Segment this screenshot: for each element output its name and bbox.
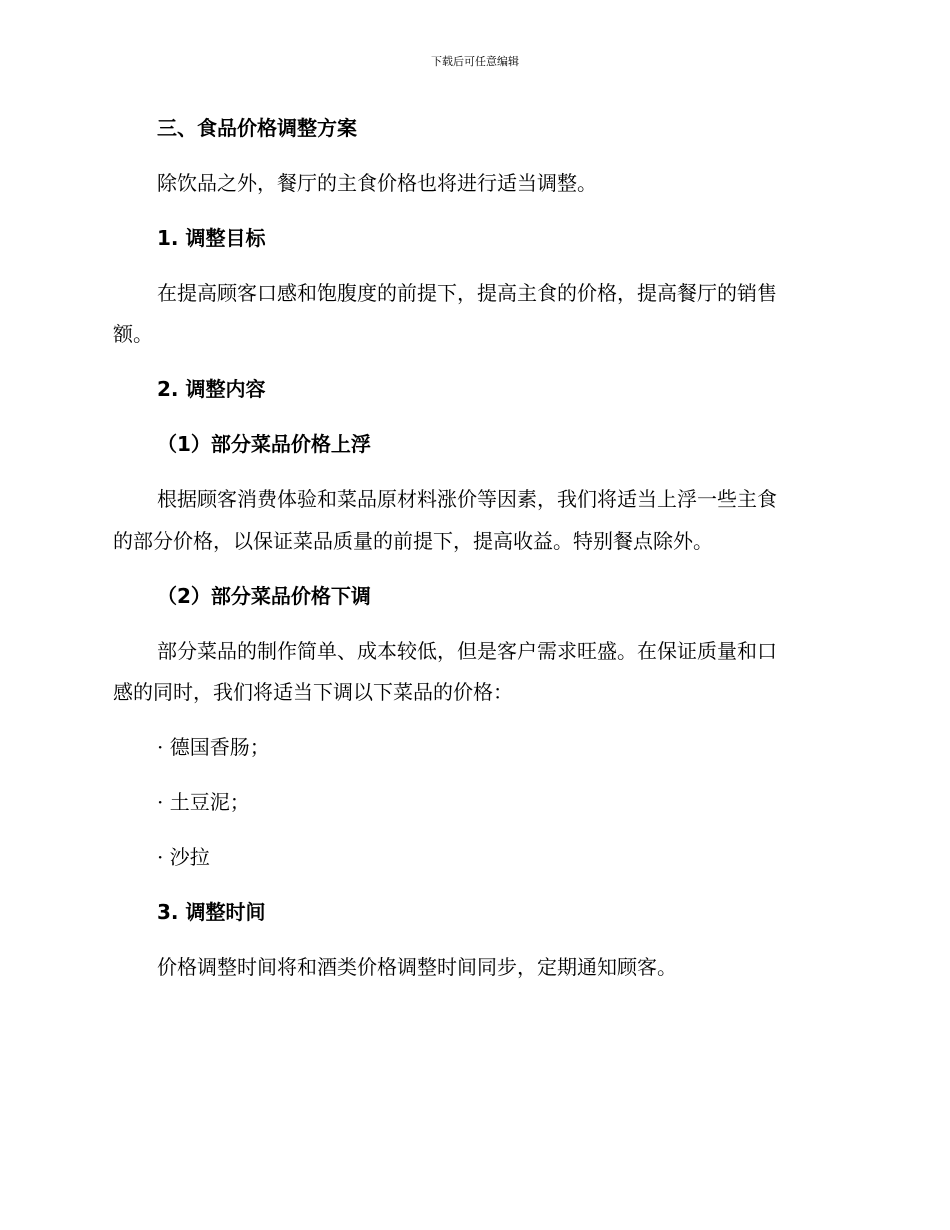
intro-paragraph: 除饮品之外，餐厅的主食价格也将进行适当调整。 [157, 171, 597, 195]
goal-paragraph-line2: 额。 [113, 322, 153, 346]
content-heading: 2. 调整内容 [157, 377, 266, 401]
decrease-heading: （2）部分菜品价格下调 [157, 584, 371, 608]
timing-paragraph: 价格调整时间将和酒类价格调整时间同步，定期通知顾客。 [157, 955, 677, 979]
decrease-paragraph-line1: 部分菜品的制作简单、成本较低，但是客户需求旺盛。在保证质量和口 [157, 639, 777, 663]
list-item: · 德国香肠； [157, 735, 270, 759]
increase-paragraph-line2: 的部分价格，以保证菜品质量的前提下，提高收益。特别餐点除外。 [113, 529, 713, 553]
list-item: · 沙拉 [157, 845, 210, 869]
increase-heading: （1）部分菜品价格上浮 [157, 432, 371, 456]
list-item: · 土豆泥； [157, 790, 250, 814]
goal-heading: 1. 调整目标 [157, 226, 266, 250]
decrease-paragraph-line2: 感的同时，我们将适当下调以下菜品的价格： [113, 680, 513, 704]
goal-paragraph-line1: 在提高顾客口感和饱腹度的前提下，提高主食的价格，提高餐厅的销售 [157, 281, 777, 305]
header-note: 下载后可任意编辑 [431, 55, 519, 68]
timing-heading: 3. 调整时间 [157, 900, 266, 924]
section-title: 三、食品价格调整方案 [157, 116, 357, 140]
increase-paragraph-line1: 根据顾客消费体验和菜品原材料涨价等因素，我们将适当上浮一些主食 [157, 487, 777, 511]
